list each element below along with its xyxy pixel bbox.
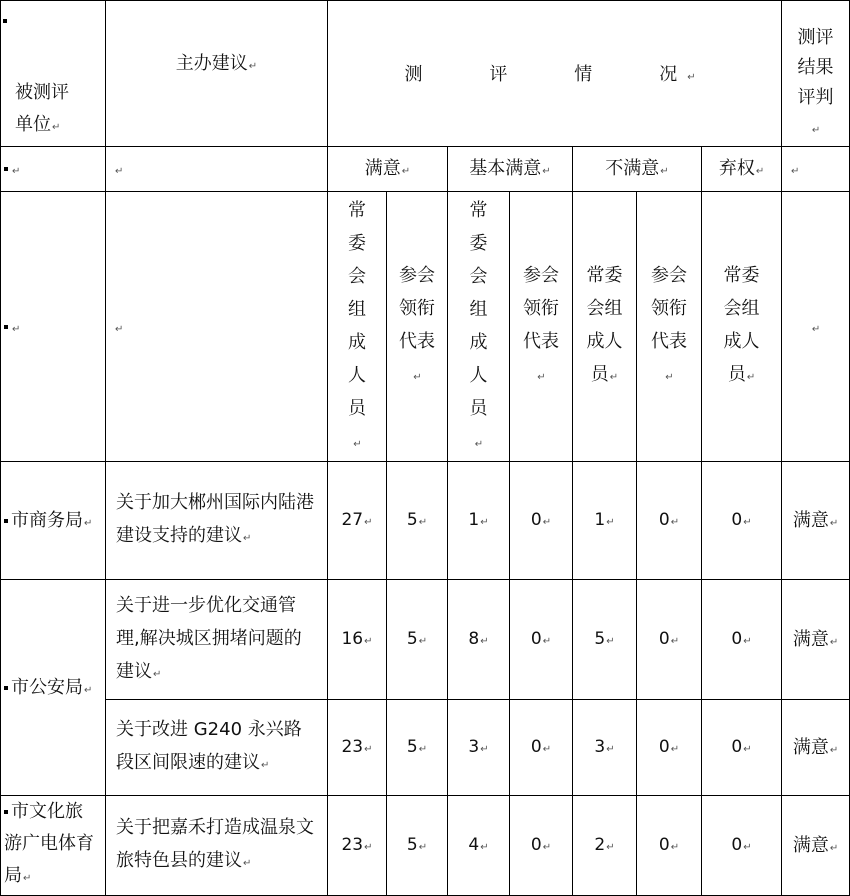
unit-header: 被测评单位 ↵ (15, 77, 85, 144)
result-header: 测评结果评判 ↵ (796, 23, 836, 146)
s-committee-col-header (328, 192, 387, 462)
b-reps-col-header (510, 192, 573, 462)
bullet-marker (4, 325, 8, 329)
table-row (1, 580, 850, 700)
proposal-text: 关于加大郴州国际内陆港建设支持的建议 ↵ (116, 492, 314, 546)
result-value: 满意 ↵ (782, 796, 850, 896)
empty-mark (11, 316, 20, 337)
u-reps-value: 0 ↵ (637, 462, 702, 580)
b-reps-value: 0 ↵ (510, 796, 573, 896)
s-committee-value: 23 ↵ (328, 796, 387, 896)
unit-name-wrap (4, 796, 96, 895)
s-reps-col-header (387, 192, 448, 462)
s-reps-value: 5 ↵ (387, 462, 448, 580)
u-reps-value: 0 ↵ (637, 700, 702, 796)
proposal-cell (106, 462, 328, 580)
b-committee-value: 4 ↵ (448, 796, 510, 896)
unit-cell (1, 580, 106, 796)
b-committee-value: 3 ↵ (448, 700, 510, 796)
empty-mark (790, 158, 799, 179)
u-reps-col-header (637, 192, 702, 462)
u-committee-col-header (573, 192, 637, 462)
u-committee-value: 3 ↵ (573, 700, 637, 796)
proposal-text: 关于改进 G240 永兴路段区间限速的建议 ↵ (116, 719, 302, 773)
abstain-committee-col-header (702, 192, 782, 462)
unit-cell (1, 796, 106, 896)
empty-mark (114, 158, 123, 179)
unit-name: 市商务局 ↵ (11, 510, 92, 531)
b-reps-value: 0 ↵ (510, 580, 573, 700)
bullet-marker (4, 519, 8, 523)
b-committee-col-header (448, 192, 510, 462)
empty-mark (114, 316, 123, 337)
basic-satisfied-header: 基本满意 ↵ (469, 158, 550, 179)
empty-cell (1, 192, 106, 462)
reps-label: 参会领衔代表 ↵ (649, 259, 689, 394)
empty-cell (782, 192, 850, 462)
satisfied-header-cell (328, 147, 448, 192)
unit-name: 市公安局 ↵ (11, 677, 92, 698)
empty-mark (811, 316, 820, 337)
unit-name: 市文化旅游广电体育局 ↵ (4, 801, 94, 886)
table-row (1, 796, 850, 896)
committee-label: 常委会组成人员 ↵ (347, 194, 367, 461)
result-value: 满意 ↵ (782, 462, 850, 580)
proposal-cell (106, 580, 328, 700)
b-reps-value: 0 ↵ (510, 462, 573, 580)
unit-cell (1, 462, 106, 580)
empty-cell (1, 147, 106, 192)
s-committee-value: 16 ↵ (328, 580, 387, 700)
unsatisfied-header: 不满意 ↵ (605, 158, 668, 179)
b-committee-value: 1 ↵ (448, 462, 510, 580)
committee-label: 常委会组成人员 ↵ (469, 194, 489, 461)
bullet-marker (4, 686, 8, 690)
abstain-header: 弃权 ↵ (719, 158, 764, 179)
s-reps-value: 5 ↵ (387, 580, 448, 700)
u-committee-value: 2 ↵ (573, 796, 637, 896)
proposal-header: 主办建议 ↵ (176, 53, 257, 74)
evaluation-header: 测 评 情 况 ↵ (404, 64, 704, 85)
empty-mark (11, 158, 20, 179)
proposal-header-cell (106, 1, 328, 147)
empty-cell (782, 147, 850, 192)
proposal-cell (106, 700, 328, 796)
result-value: 满意 ↵ (782, 700, 850, 796)
u-committee-value: 5 ↵ (573, 580, 637, 700)
unit-header-cell (1, 1, 106, 147)
committee-label: 常委会组成人员 ↵ (584, 259, 626, 394)
s-committee-value: 27 ↵ (328, 462, 387, 580)
abstain-value: 0 ↵ (702, 796, 782, 896)
unsatisfied-header-cell (573, 147, 702, 192)
bullet-marker (3, 19, 7, 23)
bullet-marker (4, 810, 8, 814)
empty-cell (106, 147, 328, 192)
u-reps-value: 0 ↵ (637, 796, 702, 896)
basic-satisfied-header-cell (448, 147, 573, 192)
abstain-header-cell (702, 147, 782, 192)
u-committee-value: 1 ↵ (573, 462, 637, 580)
result-header-cell (782, 1, 850, 147)
table-row (1, 462, 850, 580)
abstain-value: 0 ↵ (702, 580, 782, 700)
b-committee-value: 8 ↵ (448, 580, 510, 700)
satisfied-header: 满意 ↵ (365, 158, 410, 179)
abstain-value: 0 ↵ (702, 700, 782, 796)
table-row (1, 700, 850, 796)
s-committee-value: 23 ↵ (328, 700, 387, 796)
proposal-cell (106, 796, 328, 896)
empty-cell (106, 192, 328, 462)
abstain-value: 0 ↵ (702, 462, 782, 580)
b-reps-value: 0 ↵ (510, 700, 573, 796)
reps-label: 参会领衔代表 ↵ (521, 259, 561, 394)
u-reps-value: 0 ↵ (637, 580, 702, 700)
proposal-text: 关于进一步优化交通管理,解决城区拥堵问题的建议 ↵ (116, 595, 302, 682)
bullet-marker (4, 167, 8, 171)
s-reps-value: 5 ↵ (387, 796, 448, 896)
result-value: 满意 ↵ (782, 580, 850, 700)
proposal-text: 关于把嘉禾打造成温泉文旅特色县的建议 ↵ (116, 817, 314, 871)
reps-label: 参会领衔代表 ↵ (397, 259, 437, 394)
evaluation-header-cell (328, 1, 782, 147)
committee-label: 常委会组成人员 ↵ (721, 259, 763, 394)
s-reps-value: 5 ↵ (387, 700, 448, 796)
